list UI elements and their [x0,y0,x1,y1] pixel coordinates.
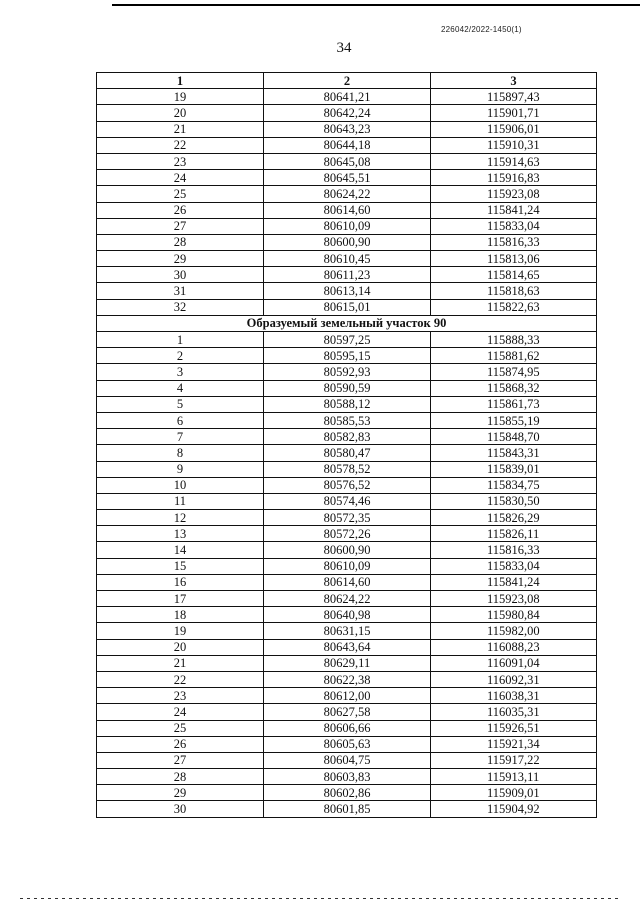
point-number: 8 [97,445,264,461]
coordinate-y: 115868,32 [431,380,597,396]
table-row [97,186,597,202]
table-row [97,574,597,590]
table-row [97,591,597,607]
coordinate-y: 115923,08 [431,186,597,202]
coordinate-x: 80645,08 [264,153,431,169]
point-number: 29 [97,251,264,267]
coordinate-y: 115814,65 [431,267,597,283]
coordinate-y: 115813,06 [431,251,597,267]
coordinate-x: 80597,25 [264,332,431,348]
table-body-part1 [97,89,597,316]
table-row [97,461,597,477]
coordinate-x: 80610,45 [264,251,431,267]
table-row [97,332,597,348]
section-title: Образуемый земельный участок 90 [97,315,597,331]
coordinate-x: 80600,90 [264,234,431,250]
coordinate-x: 80612,00 [264,688,431,704]
table-row [97,445,597,461]
coordinate-y: 115913,11 [431,769,597,785]
coordinate-x: 80600,90 [264,542,431,558]
coordinate-y: 115923,08 [431,591,597,607]
section-row [97,315,597,331]
column-header-1: 1 [97,73,264,89]
point-number: 21 [97,655,264,671]
point-number: 27 [97,218,264,234]
table-row [97,542,597,558]
table-row [97,607,597,623]
coordinate-x: 80640,98 [264,607,431,623]
coordinate-y: 116035,31 [431,704,597,720]
point-number: 15 [97,558,264,574]
table-row [97,785,597,801]
coordinate-y: 115816,33 [431,234,597,250]
point-number: 28 [97,234,264,250]
coordinate-x: 80590,59 [264,380,431,396]
coordinate-x: 80624,22 [264,591,431,607]
coordinate-y: 115841,24 [431,202,597,218]
coordinate-x: 80572,26 [264,526,431,542]
table-row [97,736,597,752]
point-number: 27 [97,752,264,768]
coordinate-y: 115843,31 [431,445,597,461]
coordinate-y: 115901,71 [431,105,597,121]
coordinate-x: 80615,01 [264,299,431,315]
point-number: 9 [97,461,264,477]
table-row [97,137,597,153]
table-row [97,364,597,380]
coordinate-x: 80624,22 [264,186,431,202]
point-number: 26 [97,202,264,218]
point-number: 4 [97,380,264,396]
top-rule [112,4,640,6]
coordinate-y: 115826,11 [431,526,597,542]
coordinate-y: 115855,19 [431,412,597,428]
point-number: 18 [97,607,264,623]
section-header-group [97,315,597,331]
coordinate-y: 115841,24 [431,574,597,590]
coordinate-x: 80576,52 [264,477,431,493]
point-number: 25 [97,720,264,736]
coordinate-x: 80604,75 [264,752,431,768]
table-row [97,704,597,720]
point-number: 7 [97,429,264,445]
coordinate-x: 80585,53 [264,412,431,428]
coordinate-y: 115834,75 [431,477,597,493]
table-row [97,720,597,736]
coordinate-x: 80643,64 [264,639,431,655]
table-body-part2 [97,332,597,818]
coordinate-y: 115848,70 [431,429,597,445]
point-number: 23 [97,688,264,704]
coordinate-y: 115822,63 [431,299,597,315]
table-row [97,251,597,267]
coordinate-y: 115830,50 [431,493,597,509]
column-header-3: 3 [431,73,597,89]
table-row [97,639,597,655]
coordinate-y: 115917,22 [431,752,597,768]
point-number: 13 [97,526,264,542]
point-number: 24 [97,704,264,720]
coordinate-x: 80631,15 [264,623,431,639]
point-number: 6 [97,412,264,428]
coordinate-x: 80603,83 [264,769,431,785]
table-row [97,655,597,671]
point-number: 24 [97,170,264,186]
point-number: 17 [97,591,264,607]
coordinate-x: 80614,60 [264,574,431,590]
coordinate-y: 115816,33 [431,542,597,558]
column-header-2: 2 [264,73,431,89]
coordinate-y: 115904,92 [431,801,597,817]
point-number: 30 [97,801,264,817]
coordinate-y: 116088,23 [431,639,597,655]
coordinate-x: 80578,52 [264,461,431,477]
coordinate-y: 115914,63 [431,153,597,169]
table-row [97,412,597,428]
coordinate-y: 115818,63 [431,283,597,299]
coordinate-x: 80606,66 [264,720,431,736]
document-reference: 226042/2022-1450(1) [441,25,522,34]
point-number: 30 [97,267,264,283]
coordinate-x: 80592,93 [264,364,431,380]
table-row [97,283,597,299]
coordinate-x: 80610,09 [264,558,431,574]
point-number: 2 [97,348,264,364]
coordinate-y: 115926,51 [431,720,597,736]
point-number: 10 [97,477,264,493]
coordinate-x: 80582,83 [264,429,431,445]
point-number: 20 [97,105,264,121]
point-number: 32 [97,299,264,315]
table-row [97,429,597,445]
page-number: 34 [336,40,352,56]
table-row [97,752,597,768]
coordinate-x: 80643,23 [264,121,431,137]
table-row [97,202,597,218]
table-row [97,688,597,704]
coordinate-y: 115906,01 [431,121,597,137]
coordinate-y: 116038,31 [431,688,597,704]
coordinate-x: 80629,11 [264,655,431,671]
table-row [97,493,597,509]
bottom-rule [20,898,620,899]
point-number: 19 [97,623,264,639]
coordinate-y: 115910,31 [431,137,597,153]
coordinate-x: 80574,46 [264,493,431,509]
table-row [97,105,597,121]
coordinate-y: 115897,43 [431,89,597,105]
point-number: 12 [97,510,264,526]
table-row [97,348,597,364]
coordinate-x: 80605,63 [264,736,431,752]
coordinates-table [96,72,597,818]
table-row [97,121,597,137]
table-row [97,153,597,169]
point-number: 11 [97,493,264,509]
coordinate-x: 80642,24 [264,105,431,121]
coordinate-x: 80595,15 [264,348,431,364]
table-row [97,396,597,412]
coordinate-y: 115916,83 [431,170,597,186]
coordinate-y: 115980,84 [431,607,597,623]
point-number: 28 [97,769,264,785]
coordinate-x: 80580,47 [264,445,431,461]
table-row [97,526,597,542]
table-row [97,769,597,785]
coordinate-x: 80610,09 [264,218,431,234]
coordinate-y: 115861,73 [431,396,597,412]
point-number: 23 [97,153,264,169]
point-number: 25 [97,186,264,202]
coordinate-y: 116091,04 [431,655,597,671]
coordinate-y: 115833,04 [431,558,597,574]
coordinate-y: 115921,34 [431,736,597,752]
point-number: 22 [97,671,264,687]
coordinate-y: 115881,62 [431,348,597,364]
point-number: 19 [97,89,264,105]
coordinate-x: 80611,23 [264,267,431,283]
point-number: 22 [97,137,264,153]
point-number: 3 [97,364,264,380]
coordinate-x: 80641,21 [264,89,431,105]
table-row [97,671,597,687]
table-row [97,170,597,186]
coordinate-y: 115839,01 [431,461,597,477]
table-row [97,510,597,526]
point-number: 21 [97,121,264,137]
coordinate-x: 80644,18 [264,137,431,153]
table-row [97,801,597,817]
coordinate-y: 115888,33 [431,332,597,348]
point-number: 1 [97,332,264,348]
table-header [97,73,597,89]
point-number: 26 [97,736,264,752]
table-row [97,299,597,315]
coordinate-y: 115909,01 [431,785,597,801]
table-row [97,234,597,250]
point-number: 5 [97,396,264,412]
table-row [97,380,597,396]
coordinate-y: 115874,95 [431,364,597,380]
coordinate-x: 80622,38 [264,671,431,687]
table-row [97,218,597,234]
point-number: 16 [97,574,264,590]
table-row [97,558,597,574]
table-row [97,267,597,283]
coordinate-x: 80588,12 [264,396,431,412]
point-number: 14 [97,542,264,558]
coordinate-y: 115826,29 [431,510,597,526]
coordinate-x: 80602,86 [264,785,431,801]
table-row [97,477,597,493]
coordinate-x: 80601,85 [264,801,431,817]
coordinate-y: 116092,31 [431,671,597,687]
coordinate-x: 80613,14 [264,283,431,299]
coordinate-x: 80627,58 [264,704,431,720]
coordinate-x: 80572,35 [264,510,431,526]
coordinate-x: 80614,60 [264,202,431,218]
point-number: 31 [97,283,264,299]
coordinate-y: 115833,04 [431,218,597,234]
table-row [97,89,597,105]
coordinate-x: 80645,51 [264,170,431,186]
table-row [97,623,597,639]
coordinate-y: 115982,00 [431,623,597,639]
header-row [97,73,597,89]
point-number: 29 [97,785,264,801]
point-number: 20 [97,639,264,655]
